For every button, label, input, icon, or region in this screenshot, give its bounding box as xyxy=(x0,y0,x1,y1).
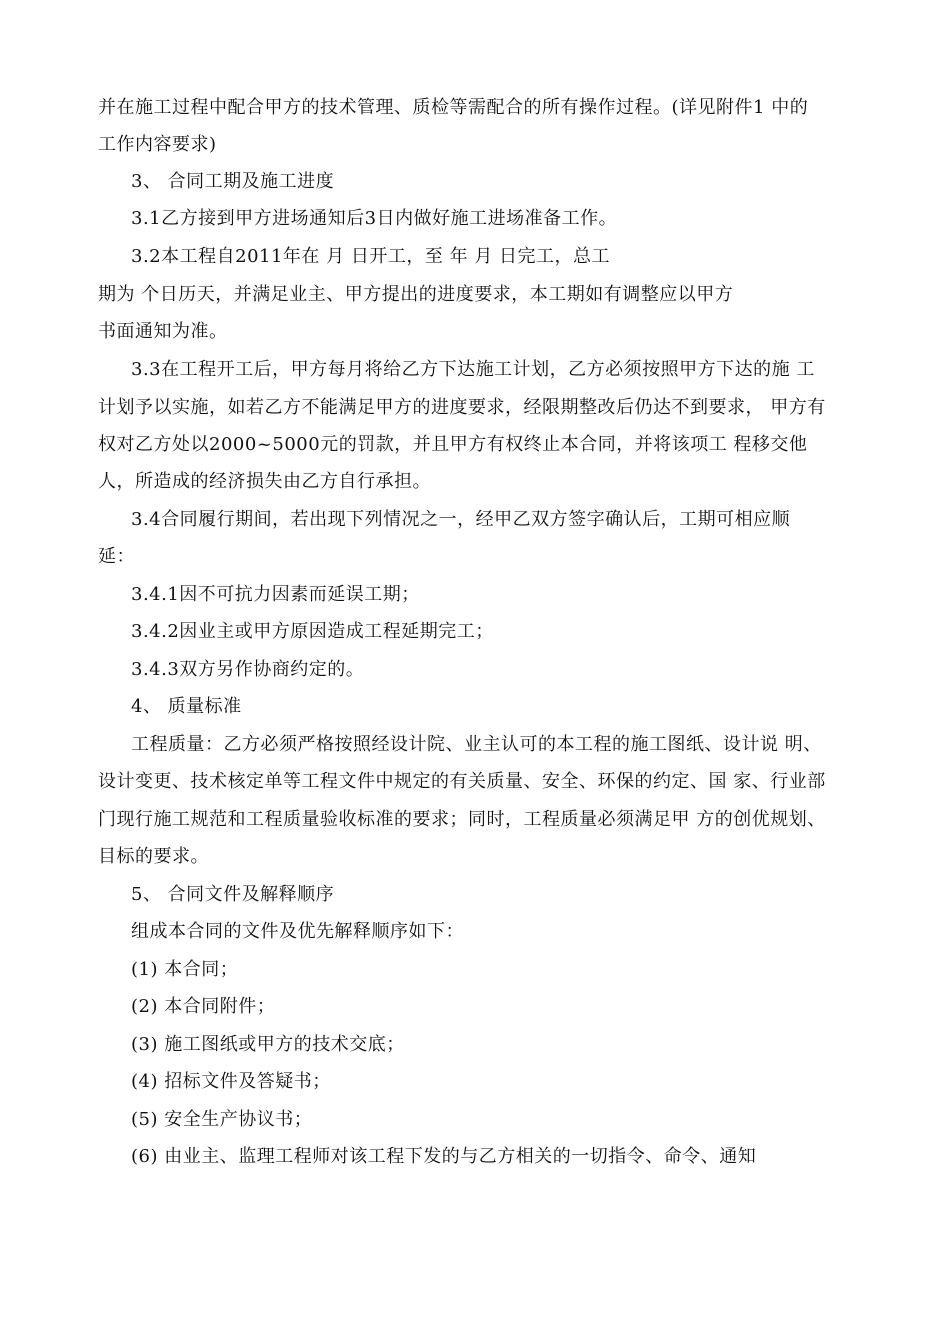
list-item: (2) 本合同附件； xyxy=(131,996,276,1017)
section-heading: 4、 质量标准 xyxy=(131,696,242,717)
list-item: 3.4.1因不可抗力因素而延误工期； xyxy=(131,584,420,605)
text-line: 权对乙方处以2000~5000元的罚款，并且甲方有权终止本合同，并将该项工 程移交他 xyxy=(98,434,808,455)
list-item: 3.4.2因业主或甲方原因造成工程延期完工； xyxy=(131,621,494,642)
text-line: 人，所造成的经济损失由乙方自行承担。 xyxy=(98,471,431,492)
text-line: 工作内容要求) xyxy=(98,134,217,155)
text-line: 门现行施工规范和工程质量验收标准的要求；同时，工程质量必须满足甲 方的创优规划、 xyxy=(98,809,826,830)
list-item: (5) 安全生产协议书； xyxy=(131,1109,313,1130)
list-item: (6) 由业主、监理工程师对该工程下发的与乙方相关的一切指令、命令、通知 xyxy=(131,1146,757,1167)
text-line: 并在施工过程中配合甲方的技术管理、质检等需配合的所有操作过程。(详见附件1 中的 xyxy=(98,97,809,118)
text-line: 期为 个日历天，并满足业主、甲方提出的进度要求，本工期如有调整应以甲方 xyxy=(98,284,734,305)
text-line: 计划予以实施，如若乙方不能满足甲方的进度要求，经限期整改后仍达不到要求， 甲方有 xyxy=(98,397,826,418)
list-item: (1) 本合同； xyxy=(131,959,239,980)
list-item: (3) 施工图纸或甲方的技术交底； xyxy=(131,1034,405,1055)
list-item: 3.4.3双方另作协商约定的。 xyxy=(131,659,365,680)
text-line: 3.4合同履行期间，若出现下列情况之一，经甲乙双方签字确认后，工期可相应顺 xyxy=(131,509,791,530)
text-line: 3.2本工程自2011年在 月 日开工，至 年 月 日完工，总工 xyxy=(131,246,611,267)
text-line: 书面通知为准。 xyxy=(98,321,228,342)
text-line: 目标的要求。 xyxy=(98,846,209,867)
text-line: 工程质量：乙方必须严格按照经设计院、业主认可的本工程的施工图纸、设计说 明、 xyxy=(131,734,822,755)
text-line: 延： xyxy=(98,546,135,567)
text-line: 组成本合同的文件及优先解释顺序如下： xyxy=(131,921,464,942)
section-heading: 5、 合同文件及解释顺序 xyxy=(131,884,335,905)
list-item: (4) 招标文件及答疑书； xyxy=(131,1071,331,1092)
section-heading: 3、 合同工期及施工进度 xyxy=(131,171,335,192)
text-line: 设计变更、技术核定单等工程文件中规定的有关质量、安全、环保的约定、国 家、行业部 xyxy=(98,771,826,792)
text-line: 3.3在工程开工后，甲方每月将给乙方下达施工计划，乙方必须按照甲方下达的施 工 xyxy=(131,359,815,380)
text-line: 3.1乙方接到甲方进场通知后3日内做好施工进场准备工作。 xyxy=(131,208,618,229)
